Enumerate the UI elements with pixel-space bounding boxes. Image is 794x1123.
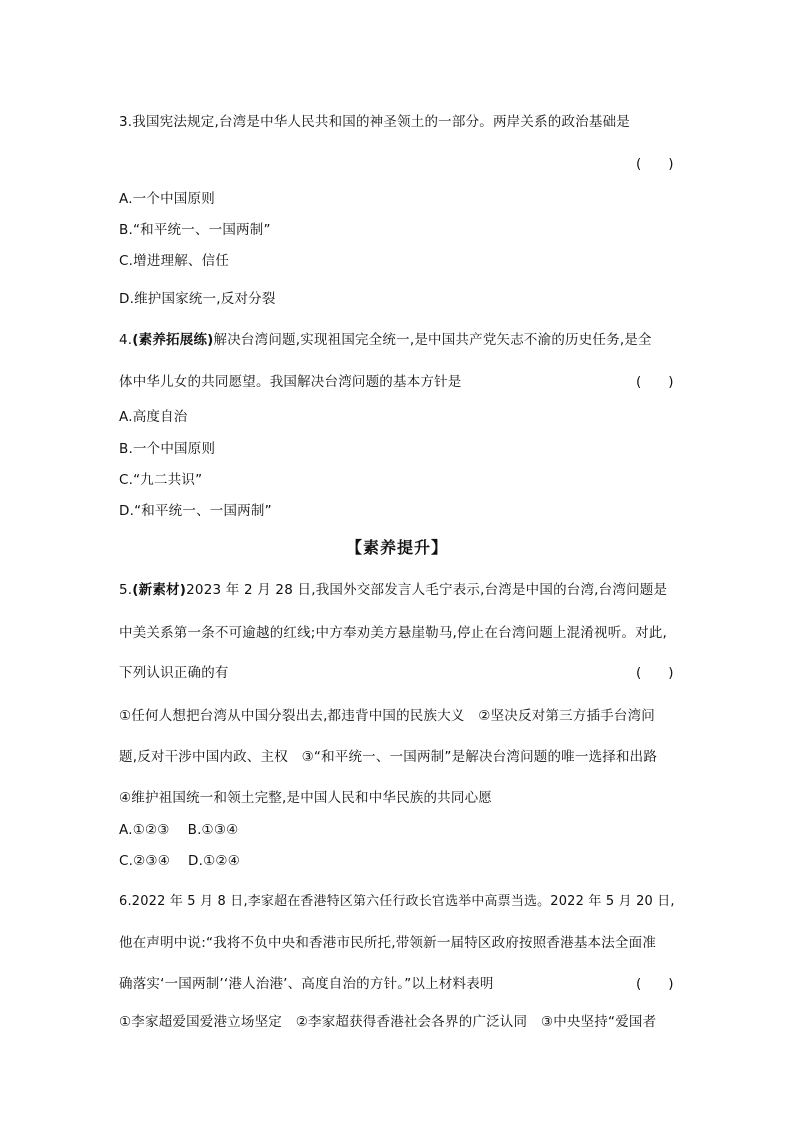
q5-tag: (新素材) <box>132 582 187 598</box>
q4-tag: (素养拓展练) <box>132 332 214 348</box>
q4-stem-line2: 体中华儿女的共同愿望。我国解决台湾问题的基本方针是 <box>119 374 462 390</box>
q6-answer-paren: ( ) <box>636 976 674 992</box>
q4-option-d: D.“和平统一、一国两制” <box>119 503 272 519</box>
q4-stem-line1 <box>119 328 652 348</box>
q5-option-c: C.②③④ <box>119 853 171 869</box>
q3-option-d: D.维护国家统一,反对分裂 <box>119 291 276 307</box>
q5-options-row2 <box>119 853 258 869</box>
q3-option-b: B.“和平统一、一国两制” <box>119 222 271 238</box>
q3-answer-paren: ( ) <box>636 156 674 172</box>
q5-stem-line1 <box>119 578 667 598</box>
q5-stem-line3: 下列认识正确的有 <box>119 665 229 681</box>
q6-stem-line2: 他在声明中说:“我将不负中央和香港市民所托,带领新一届特区政府按照香港基本法全面准 <box>119 935 657 951</box>
section-heading: 【素养提升】 <box>345 538 448 557</box>
q4-stem-text: 解决台湾问题,实现祖国完全统一,是中国共产党矢志不渝的历史任务,是全 <box>213 332 652 348</box>
q4-answer-paren: ( ) <box>636 374 674 390</box>
q5-statement-line1: ①任何人想把台湾从中国分裂出去,都违背中国的民族大义 ②坚决反对第三方插手台湾问 <box>119 708 655 724</box>
q5-stem-text: 2023 年 2 月 28 日,我国外交部发言人毛宁表示,台湾是中国的台湾,台湾问题是 <box>186 582 668 598</box>
q3-stem: 3.我国宪法规定,台湾是中华人民共和国的神圣领土的一部分。两岸关系的政治基础是 <box>119 114 630 130</box>
q5-statement-line3: ④维护祖国统一和领土完整,是中国人民和中华民族的共同心愿 <box>119 790 492 806</box>
q5-option-b: B.①③④ <box>187 822 239 838</box>
q6-statement-line1: ①李家超爱国爱港立场坚定 ②李家超获得香港社会各界的广泛认同 ③中央坚持“爱国者 <box>119 1014 657 1030</box>
q3-option-c: C.增进理解、信任 <box>119 253 230 269</box>
q4-number: 4. <box>119 332 133 348</box>
q4-option-c: C.“九二共识” <box>119 472 203 488</box>
q5-number: 5. <box>119 582 133 598</box>
q5-stem-line2: 中美关系第一条不可逾越的红线;中方奉劝美方悬崖勒马,停止在台湾问题上混淆视听。对此, <box>119 625 668 641</box>
q5-answer-paren: ( ) <box>636 665 674 681</box>
q3-option-a: A.一个中国原则 <box>119 191 215 207</box>
q5-option-a: A.①②③ <box>119 822 170 838</box>
q5-option-d: D.①②④ <box>188 853 241 869</box>
q5-options-row1 <box>119 822 256 838</box>
q5-statement-line2: 题,反对干涉中国内政、主权 ③“和平统一、一国两制”是解决台湾问题的唯一选择和出路 <box>119 749 658 765</box>
q6-stem-line3: 确落实‘一国两制’‘港人治港’、高度自治的方针。”以上材料表明 <box>119 976 494 992</box>
q6-stem-line1: 6.2022 年 5 月 8 日,李家超在香港特区第六任行政长官选举中高票当选。2022 年 5 月 20 日, <box>119 894 675 909</box>
q4-option-a: A.高度自治 <box>119 409 188 425</box>
q4-option-b: B.一个中国原则 <box>119 441 216 457</box>
